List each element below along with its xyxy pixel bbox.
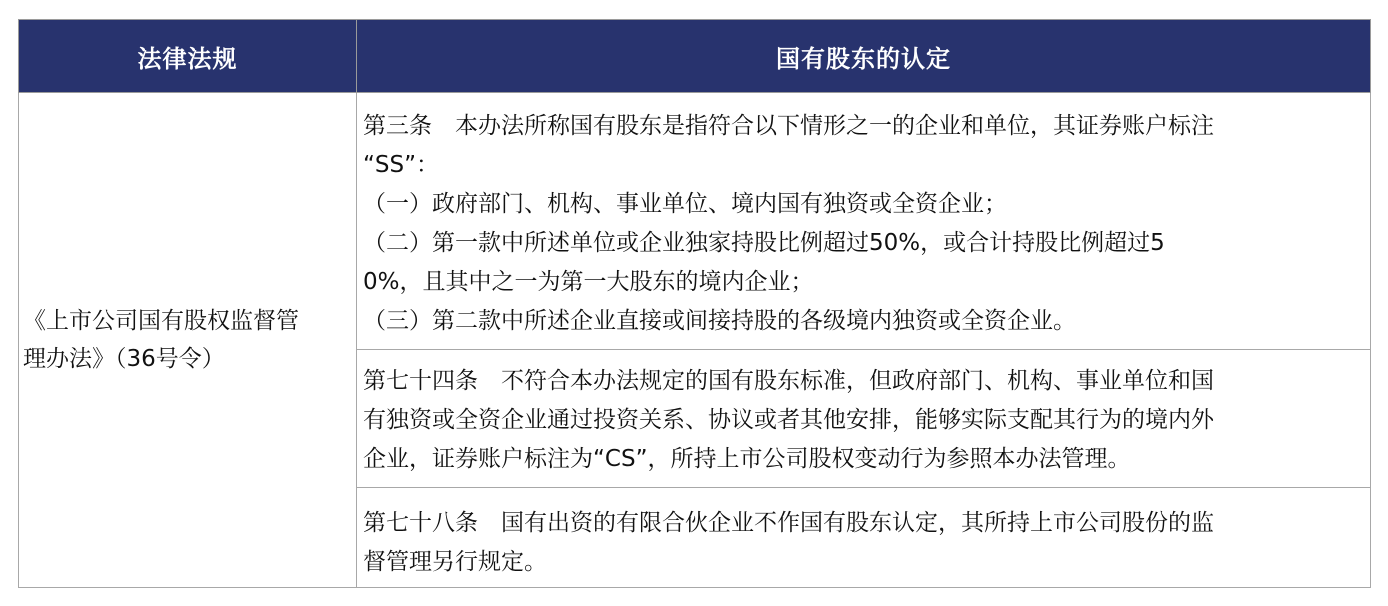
article-78-cell [357, 488, 1371, 588]
law-name-line: 理办法》（36号令） [23, 346, 225, 372]
article-line: 第七十八条 国有出资的有限合伙企业不作国有股东认定，其所持上市公司股份的监 [363, 510, 1214, 536]
article-line: 督管理另行规定。 [363, 549, 547, 575]
article-74-cell [357, 350, 1371, 488]
table-header-row [19, 20, 1371, 93]
article-line: （二）第一款中所述单位或企业独家持股比例超过50%，或合计持股比例超过5 [363, 230, 1165, 256]
article-line: 第三条 本办法所称国有股东是指符合以下情形之一的企业和单位，其证券账户标注 [363, 113, 1214, 139]
header-law: 法律法规 [19, 20, 357, 93]
table-row [19, 93, 1371, 350]
article-line: “SS”： [363, 152, 440, 178]
law-name-line: 《上市公司国有股权监督管 [23, 308, 299, 334]
article-3-cell [357, 93, 1371, 350]
article-line: 第七十四条 不符合本办法规定的国有股东标准，但政府部门、机构、事业单位和国 [363, 368, 1214, 394]
header-identification: 国有股东的认定 [357, 20, 1371, 93]
regulation-table [18, 19, 1371, 588]
article-line: 有独资或全资企业通过投资关系、协议或者其他安排，能够实际支配其行为的境内外 [363, 407, 1214, 433]
article-line: （三）第二款中所述企业直接或间接持股的各级境内独资或全资企业。 [363, 308, 1076, 334]
article-line: 企业，证券账户标注为“CS”，所持上市公司股权变动行为参照本办法管理。 [363, 446, 1131, 472]
article-line: （一）政府部门、机构、事业单位、境内国有独资或全资企业； [363, 191, 1007, 217]
article-line: 0%，且其中之一为第一大股东的境内企业； [363, 269, 814, 295]
law-name-cell [19, 93, 357, 588]
